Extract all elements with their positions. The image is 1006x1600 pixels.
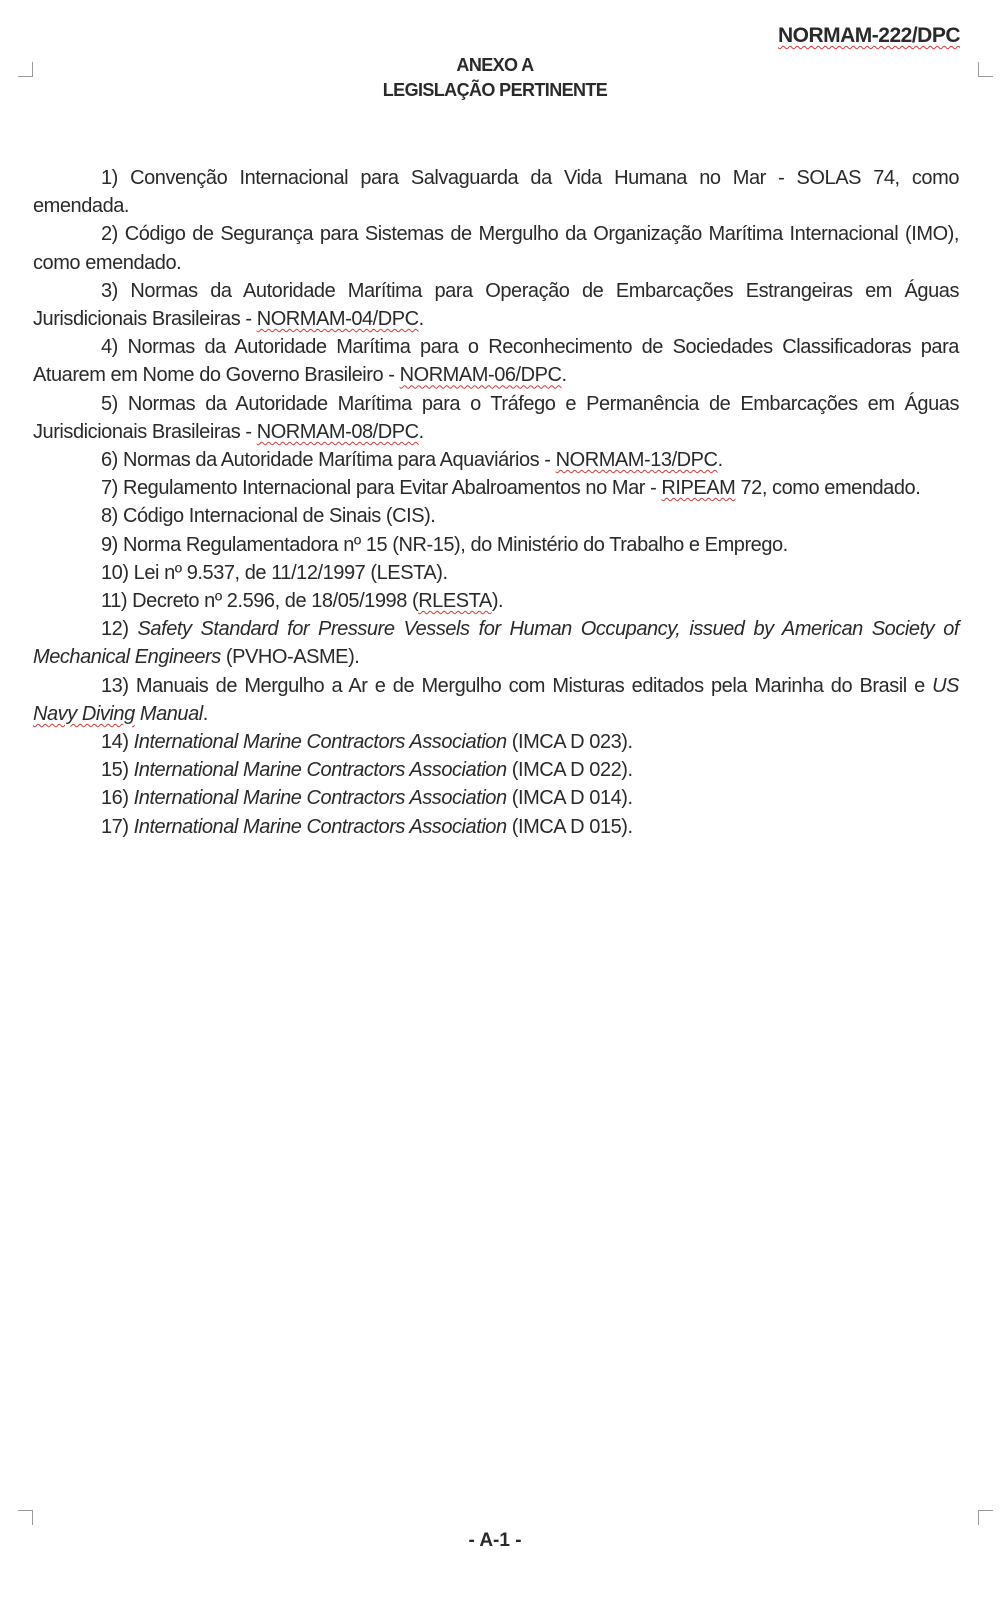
annex-subtitle: LEGISLAÇÃO PERTINENTE bbox=[382, 80, 608, 100]
list-item: 5) Normas da Autoridade Marítima para o Tráfego e Permanência de Embarcações em Águas Jurisdicionais Brasileiras - NORMAM-08/DPC. bbox=[33, 392, 959, 443]
corner-mark-bottom-left bbox=[18, 1510, 33, 1525]
document-code: NORMAM-222/DPC bbox=[777, 24, 960, 47]
list-item: 8) Código Internacional de Sinais (CIS). bbox=[101, 505, 436, 528]
legislation-list bbox=[33, 164, 959, 841]
list-item: 17) International Marine Contractors Association (IMCA D 015). bbox=[101, 815, 633, 838]
annex-title: ANEXO A bbox=[456, 55, 534, 75]
list-item: 16) International Marine Contractors Association (IMCA D 014). bbox=[101, 787, 633, 810]
list-item: 7) Regulamento Internacional para Evitar Abalroamentos no Mar - RIPEAM 72, como emendado. bbox=[101, 477, 921, 500]
list-item: 6) Normas da Autoridade Marítima para Aquaviários - NORMAM-13/DPC. bbox=[101, 449, 723, 472]
corner-mark-bottom-right bbox=[978, 1510, 993, 1525]
list-item: 3) Normas da Autoridade Marítima para Operação de Embarcações Estrangeiras em Águas Jurisdicionais Brasileiras - NORMAM-04/DPC. bbox=[33, 279, 959, 331]
list-item: 14) International Marine Contractors Association (IMCA D 023). bbox=[101, 731, 633, 754]
list-item: 2) Código de Segurança para Sistemas de Mergulho da Organização Marítima Internacional (IMO), como emendado. bbox=[33, 223, 959, 274]
spellcheck-underlined-word: Navy Diving bbox=[33, 702, 135, 725]
list-item: 11) Decreto nº 2.596, de 18/05/1998 (RLESTA). bbox=[101, 590, 504, 613]
list-item: 9) Norma Regulamentadora nº 15 (NR-15), do Ministério do Trabalho e Emprego. bbox=[101, 533, 788, 556]
list-item: 15) International Marine Contractors Association (IMCA D 022). bbox=[101, 759, 633, 782]
spellcheck-underlined-word: NORMAM-13/DPC bbox=[555, 449, 718, 472]
list-item: 1) Convenção Internacional para Salvaguarda da Vida Humana no Mar - SOLAS 74, como emendada. bbox=[33, 167, 959, 218]
spellcheck-underlined-word: RIPEAM bbox=[661, 477, 736, 500]
list-item: 4) Normas da Autoridade Marítima para o Reconhecimento de Sociedades Classificadoras para Atuarem em Nome do Governo Brasileiro - NORMAM-06/DPC. bbox=[33, 336, 959, 387]
list-item: 12) Safety Standard for Pressure Vessels for Human Occupancy, issued by American Society of Mechanical Engineers (PVHO-ASME). bbox=[33, 618, 959, 669]
list-item: 13) Manuais de Mergulho a Ar e de Mergulho com Misturas editados pela Marinha do Brasil e US Navy Diving Manual. bbox=[33, 674, 959, 725]
spellcheck-underlined-word: NORMAM-04/DPC bbox=[256, 308, 419, 331]
spellcheck-underlined-word: NORMAM-08/DPC bbox=[256, 420, 419, 443]
spellcheck-underlined-word: RLESTA bbox=[418, 590, 492, 613]
spellcheck-underlined-word: NORMAM-06/DPC bbox=[399, 364, 562, 387]
list-item: 10) Lei nº 9.537, de 11/12/1997 (LESTA). bbox=[101, 561, 448, 584]
page-number: - A-1 - bbox=[468, 1530, 522, 1551]
